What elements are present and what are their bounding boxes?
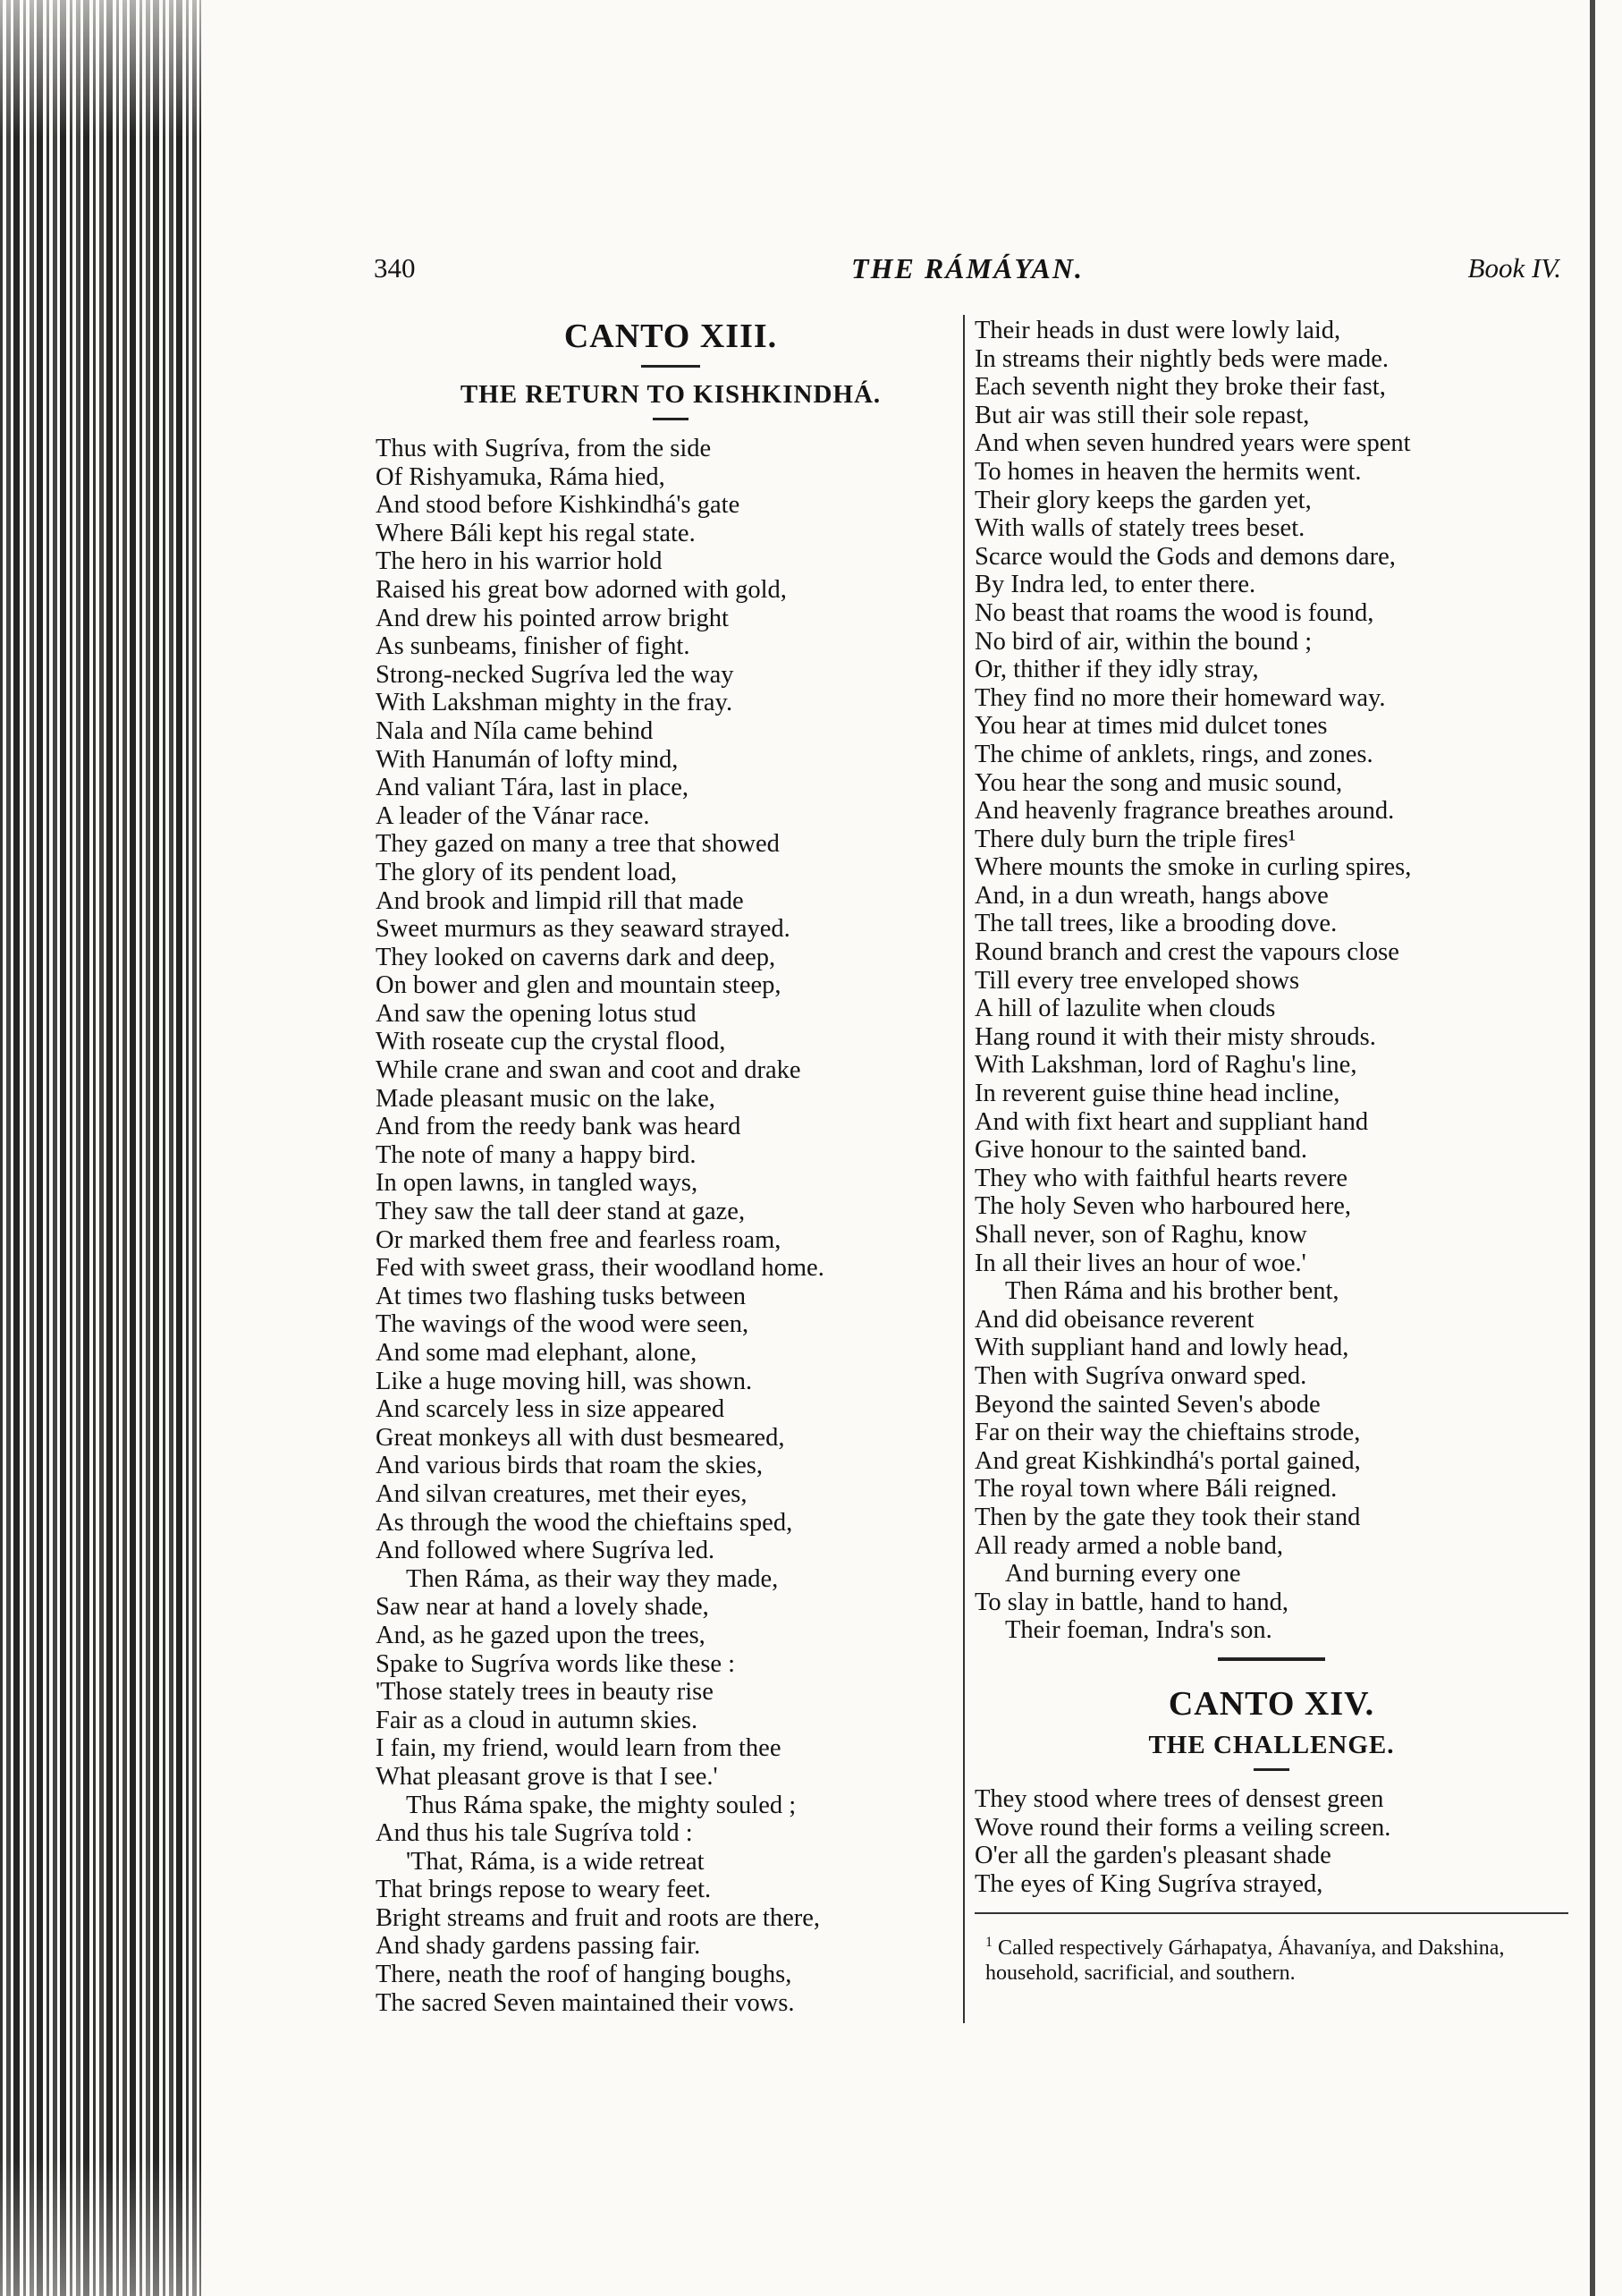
verse-line: And valiant Tára, last in place, [376,774,689,802]
verse-line: And heavenly fragrance breathes around. [975,797,1395,826]
canto-14-title: CANTO XIV. [1168,1684,1375,1723]
verse-line: To slay in battle, hand to hand, [975,1588,1289,1616]
verse-line: Spake to Sugríva words like these : [376,1649,736,1678]
verse-line: The eyes of King Sugríva strayed, [975,1869,1323,1898]
verse-line: And with fixt heart and suppliant hand [975,1107,1369,1136]
verse-line: Fair as a cloud in autumn skies. [376,1706,698,1734]
subtitle-rule [1254,1768,1289,1771]
verse-line: By Indra led, to enter there. [975,571,1256,599]
verse-line: Beyond the sainted Seven's abode [975,1390,1321,1419]
running-title: THE RÁMÁYAN. [851,252,1084,284]
verse-line: Give honour to the sainted band. [975,1136,1308,1165]
verse-line: With Lakshman, lord of Raghu's line, [975,1051,1357,1080]
canto-13-verse-continued [975,317,1568,1645]
verse-line: The glory of its pendent load, [376,858,678,886]
verse-line: And burning every one [1005,1560,1241,1589]
verse-line: The note of many a happy bird. [376,1140,697,1169]
verse-line: And silvan creatures, met their eyes, [376,1479,748,1508]
verse-line: There, neath the roof of hanging boughs, [376,1961,792,1989]
verse-line: Where mounts the smoke in curling spires, [975,853,1412,882]
verse-line: To homes in heaven the hermits went. [975,457,1362,486]
verse-line: In streams their nightly beds were made. [975,344,1389,373]
verse-line: Thus Ráma spake, the mighty souled ; [406,1791,797,1819]
verse-line: You hear the song and music sound, [975,768,1343,797]
verse-line: The tall trees, like a brooding dove. [975,910,1338,938]
verse-line: On bower and glen and mountain steep, [376,971,781,1000]
verse-line: Sweet murmurs as they seaward strayed. [376,915,790,944]
verse-line: Thus with Sugríva, from the side [376,435,712,462]
verse-line: And stood before Kishkindhá's gate [376,491,740,520]
verse-line: And saw the opening lotus stud [376,999,697,1028]
verse-line: Wove round their forms a veiling screen. [975,1813,1391,1842]
footnote-rule [975,1912,1568,1914]
title-rule [641,365,700,368]
verse-line: Scarce would the Gods and demons dare, [975,542,1396,571]
verse-line: In reverent guise thine head incline, [975,1080,1340,1108]
verse-line: The wavings of the wood were seen, [376,1310,749,1339]
verse-line: All ready armed a noble band, [975,1531,1284,1560]
verse-line: With roseate cup the crystal flood, [376,1028,726,1056]
verse-line: And various birds that roam the skies, [376,1452,763,1480]
verse-line: I fain, my friend, would learn from thee [376,1734,781,1763]
footnote-marker: 1 [985,1935,993,1951]
verse-line: Then Ráma and his brother bent, [1005,1277,1339,1306]
verse-line: They stood where trees of densest green [975,1784,1384,1813]
canto-end-rule [1218,1657,1325,1661]
verse-line: The royal town where Báli reigned. [975,1475,1338,1504]
verse-line: They saw the tall deer stand at gaze, [376,1198,746,1226]
footnote-text: Called respectively Gárhapatya, Áhavaníya, and Dakshina, household, sacrificial, and southern. [985,1936,1505,1986]
verse-line: You hear at times mid dulcet tones [975,712,1328,741]
verse-line: Far on their way the chieftains strode, [975,1419,1361,1447]
verse-line: A hill of lazulite when clouds [975,995,1276,1023]
verse-line: While crane and swan and coot and drake [376,1056,801,1085]
verse-line: In open lawns, in tangled ways, [376,1169,698,1198]
canto-13-verse [376,435,966,2017]
verse-line: With Hanumán of lofty mind, [376,745,679,774]
verse-line: Each seventh night they broke their fast, [975,373,1386,402]
left-column [376,317,966,2017]
verse-line: Nala and Níla came behind [376,716,654,745]
page-number: 340 [374,252,416,284]
verse-line: And from the reedy bank was heard [376,1113,741,1141]
subtitle-rule [653,418,689,420]
verse-line: Till every tree enveloped shows [975,966,1300,995]
verse-line: Fed with sweet grass, their woodland home. [376,1254,824,1283]
verse-line: And some mad elephant, alone, [376,1339,697,1367]
scan-page-edge [1590,0,1595,2296]
verse-line: That brings repose to weary feet. [376,1876,712,1904]
canto-13-title: CANTO XIII. [563,318,778,355]
verse-line: And shady gardens passing fair. [376,1932,701,1961]
verse-line: The holy Seven who harboured here, [975,1192,1352,1221]
verse-line: Or marked them free and fearless roam, [376,1225,781,1254]
verse-line: Strong-necked Sugríva led the way [376,660,734,689]
verse-line: At times two flashing tusks between [376,1282,746,1310]
verse-line: Their foeman, Indra's son. [1005,1616,1272,1645]
verse-line: Or, thither if they idly stray, [975,656,1259,684]
verse-line: They looked on caverns dark and deep, [376,943,776,971]
verse-line: What pleasant grove is that I see.' [376,1762,718,1791]
verse-line: With walls of stately trees beset. [975,514,1305,543]
verse-line: And drew his pointed arrow bright [376,604,729,632]
verse-line: But air was still their sole repast, [975,401,1310,429]
verse-line: A leader of the Vánar race. [376,801,650,830]
verse-line: No bird of air, within the bound ; [975,627,1313,656]
verse-line: And great Kishkindhá's portal gained, [975,1446,1361,1475]
verse-line: And, in a dun wreath, hangs above [975,881,1329,910]
verse-line: Then by the gate they took their stand [975,1503,1361,1531]
verse-line: Round branch and crest the vapours close [975,938,1399,967]
footnote [975,1930,1568,1986]
verse-line: And thus his tale Sugríva told : [376,1819,693,1848]
verse-line: No beast that roams the wood is found, [975,598,1374,627]
canto-14-subtitle: THE CHALLENGE. [1148,1730,1395,1759]
verse-line: They who with faithful hearts revere [975,1164,1348,1192]
verse-line: Then with Sugríva onward sped. [975,1361,1307,1390]
verse-line: In all their lives an hour of woe.' [975,1249,1306,1277]
verse-line: As sunbeams, finisher of fight. [376,632,690,661]
verse-line: They find no more their homeward way. [975,683,1386,712]
verse-line: 'Those stately trees in beauty rise [376,1678,714,1707]
right-column [975,317,1568,1986]
canto-13-subtitle: THE RETURN TO KISHKINDHÁ. [460,380,882,409]
verse-line: And did obeisance reverent [975,1305,1255,1334]
verse-line: With suppliant hand and lowly head, [975,1334,1349,1362]
book-label: Book IV. [1467,252,1561,284]
verse-line: Raised his great bow adorned with gold, [376,575,787,604]
verse-line: And, as he gazed upon the trees, [376,1621,705,1649]
verse-line: And brook and limpid rill that made [376,886,744,915]
scan-binding-edge [0,0,201,2296]
verse-line: Then Ráma, as their way they made, [406,1564,779,1593]
verse-line: Made pleasant music on the lake, [376,1084,715,1113]
verse-line: And followed where Sugríva led. [376,1537,715,1565]
verse-line: And scarcely less in size appeared [376,1395,725,1424]
verse-line: Like a huge moving hill, was shown. [376,1367,753,1395]
canto-14-verse [975,1785,1568,1898]
verse-line: O'er all the garden's pleasant shade [975,1842,1331,1870]
verse-line: There duly burn the triple fires¹ [975,825,1297,853]
verse-line: They gazed on many a tree that showed [376,830,780,859]
column-divider [963,315,965,2023]
verse-line: And when seven hundred years were spent [975,429,1411,458]
verse-line: The hero in his warrior hold [376,547,663,576]
verse-line: Great monkeys all with dust besmeared, [376,1423,785,1452]
verse-line: The chime of anklets, rings, and zones. [975,740,1373,768]
verse-line: As through the wood the chieftains sped, [376,1508,793,1537]
verse-line: Shall never, son of Raghu, know [975,1221,1307,1249]
verse-line: 'That, Ráma, is a wide retreat [406,1847,705,1876]
verse-line: Their heads in dust were lowly laid, [975,317,1341,344]
verse-line: Their glory keeps the garden yet, [975,486,1312,514]
verse-line: The sacred Seven maintained their vows. [376,1988,795,2017]
verse-line: With Lakshman mighty in the fray. [376,689,733,717]
verse-line: Bright streams and fruit and roots are there, [376,1903,821,1932]
verse-line: Hang round it with their misty shrouds. [975,1022,1376,1051]
verse-line: Of Rishyamuka, Ráma hied, [376,462,665,491]
running-head [374,252,1561,297]
verse-line: Where Báli kept his regal state. [376,519,696,547]
verse-line: Saw near at hand a lovely shade, [376,1593,709,1622]
